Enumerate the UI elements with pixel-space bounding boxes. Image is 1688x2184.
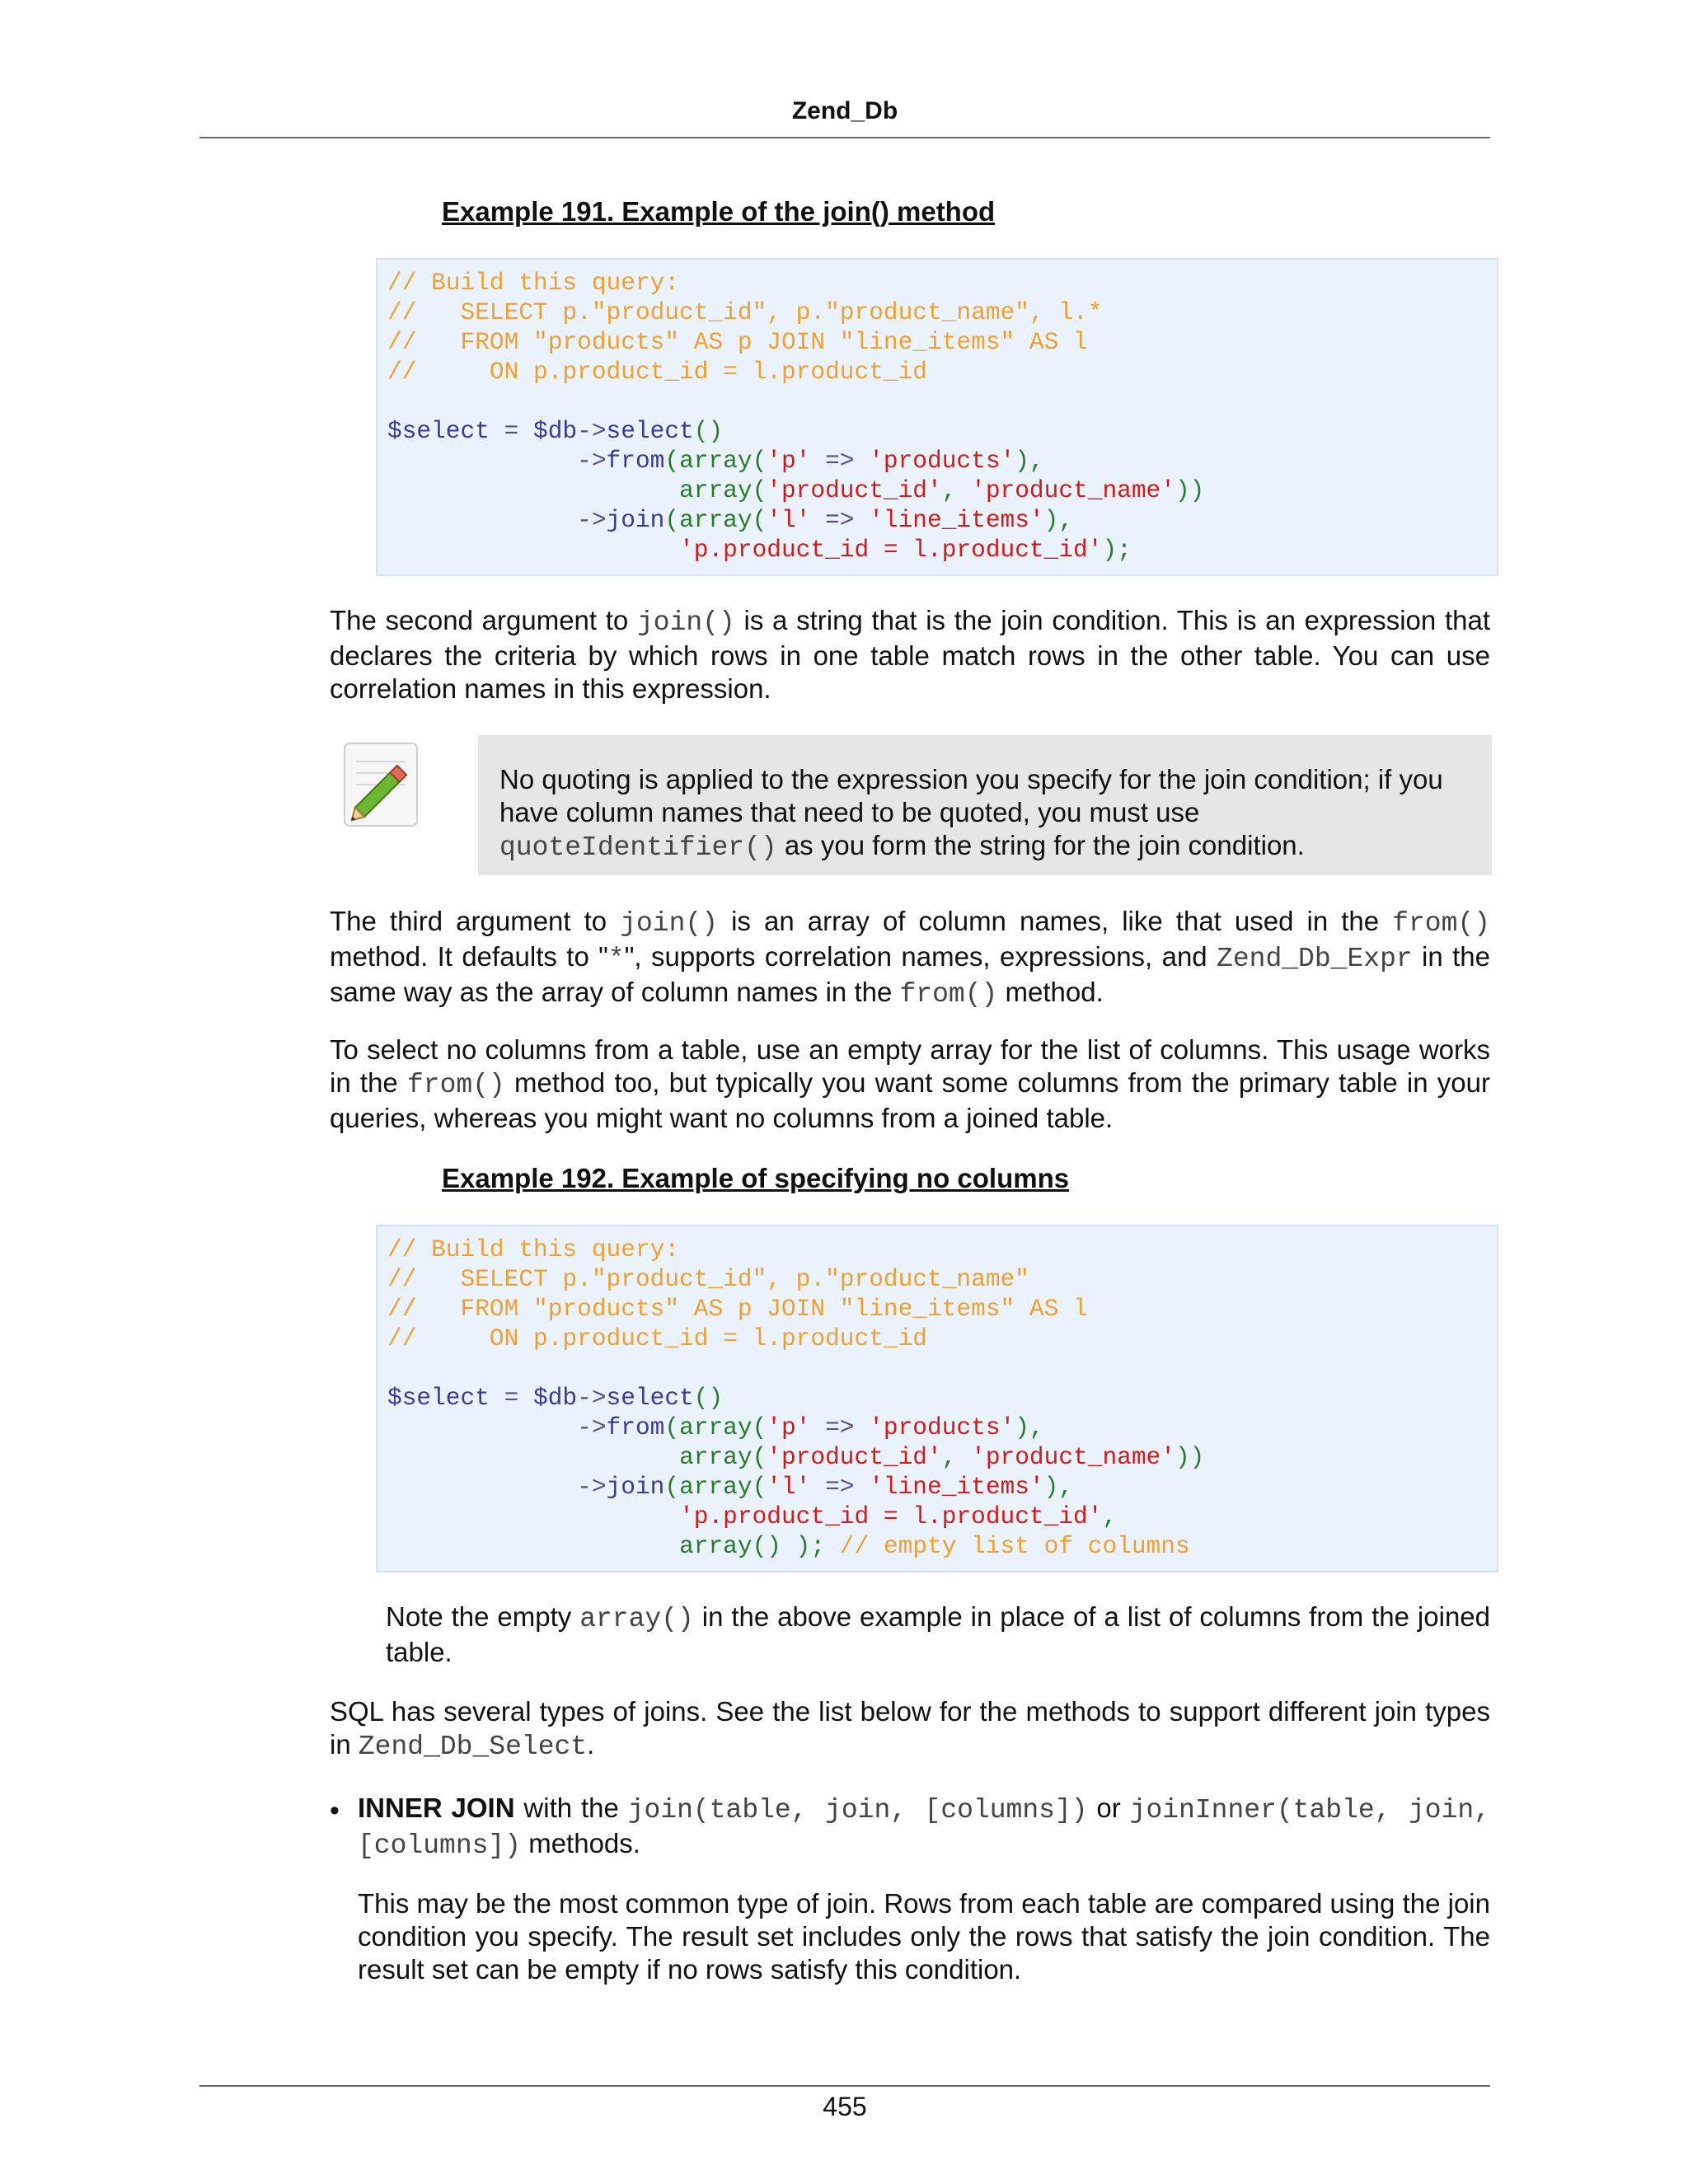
code-listing: // Build this query: // SELECT p."product_id", p."product_name" // FROM "products" AS p JOIN "line_items" AS l // ON p.product_id = l.product_id $select = $db->select() ->from(array('p' => 'products'), array('product_id', 'product_name')) ->join(array('l' => 'line_items'), 'p.product_id = l.product_id', array() ); // empty list of columns [387,1235,1205,1560]
code-block-example-191 [376,258,1498,576]
footer-rule [199,2085,1490,2087]
paragraph-third-argument: The third argument to join() is an array of column names, like that used in the from() method. It defaults to "*", supports correlation names, expressions, and Zend_Db_Expr in the same way as the array of column names in the from() method. [330,906,1490,1010]
pencil-note-icon [338,740,425,836]
note-box: No quoting is applied to the expression you specify for the join condition; if you have column names that need to be quoted, you must use quoteIdentifier() as you form the string for the join condition. [478,735,1492,875]
paragraph-join-condition: The second argument to join() is a string that is the join condition. This is an expression that declares the criteria by which rows in one table match rows in the other table. You can use correlation names in this expression. [330,605,1490,704]
paragraph-empty-array-note: Note the empty array() in the above example in place of a list of columns from the joined table. [386,1601,1490,1667]
code-listing: // Build this query: // SELECT p."product_id", p."product_name", l.* // FROM "products" AS p JOIN "line_items" AS l // ON p.product_id = l.product_id $select = $db->select() ->from(array('p' => 'products'), array('product_id', 'product_name')) ->join(array('l' => 'line_items'), 'p.product_id = l.product_id'); [387,269,1205,564]
header-rule [199,137,1490,138]
paragraph-join-types: SQL has several types of joins. See the list below for the methods to support different join types in Zend_Db_Select. [330,1696,1490,1762]
page-number: 455 [823,2092,867,2121]
example-192-title: Example 192. Example of specifying no columns [442,1163,1070,1193]
example-191-title: Example 191. Example of the join() method [442,196,996,227]
running-header: Zend_Db [791,97,898,124]
list-bullet: • [330,1795,340,1826]
list-item-inner-join: INNER JOIN with the join(table, join, [columns]) or joinInner(table, join, [columns]) methods. [358,1793,1490,1861]
paragraph-no-columns: To select no columns from a table, use an empty array for the list of columns. This usage works in the from() method too, but typically you want some columns from the primary table in your queries, whereas you might want no columns from a joined table. [330,1034,1490,1133]
list-item-inner-join-description: This may be the most common type of join. Rows from each table are compared using the join condition you specify. The result set includes only the rows that satisfy the join condition. The result set can be empty if no rows satisfy this condition. [358,1888,1490,1985]
code-block-example-192 [376,1225,1498,1572]
